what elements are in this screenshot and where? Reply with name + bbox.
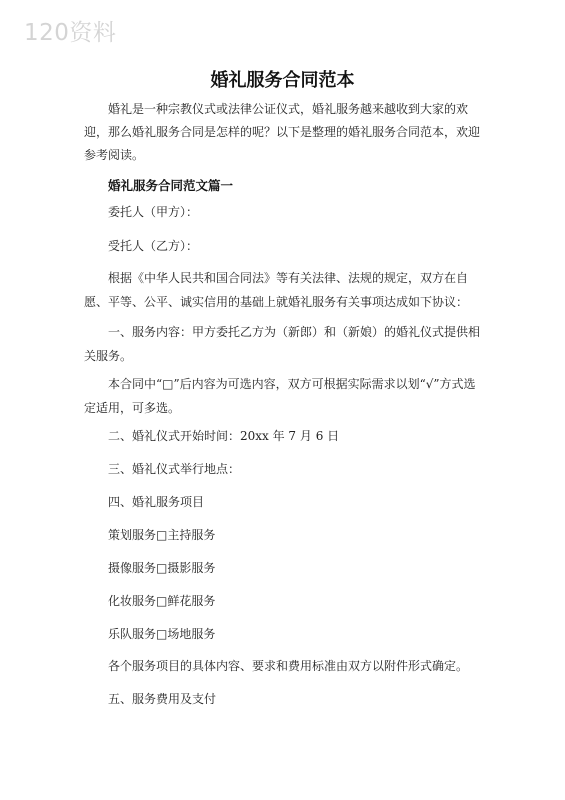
service-option-line: 化妆服务□鲜花服务 <box>108 594 216 608</box>
intro-paragraph: 婚礼是一种宗教仪式或法律公证仪式，婚礼服务越来越收到大家的欢迎，那么婚礼服务合同是怎样的呢？以下是整理的婚礼服务合同范本，欢迎参考阅读。 <box>84 102 481 162</box>
paragraph-contractor: 受托人（乙方）： <box>108 239 199 253</box>
section-heading: 婚礼服务合同范文篇一 <box>108 178 234 193</box>
paragraph-optional-note: 本合同中“□”后内容为可选内容，双方可根据实际需求以划“√”方式选定适用，可多选。 <box>84 377 476 415</box>
service-option-line: 摄像服务□摄影服务 <box>108 561 216 575</box>
paragraph-legal-basis: 根据《中华人民共和国合同法》等有关法律、法规的规定，双方在自愿、平等、公平、诚实信用的基础上就婚礼服务有关事项达成如下协议： <box>84 271 469 309</box>
paragraph-location: 三、婚礼仪式举行地点： <box>108 462 241 476</box>
paragraph-fees-payment: 五、服务费用及支付 <box>108 692 217 706</box>
paragraph-client: 委托人（甲方）： <box>108 205 199 219</box>
service-option-line: 策划服务□主持服务 <box>108 528 216 542</box>
watermark: 120资料 <box>24 20 117 46</box>
paragraph-start-time: 二、婚礼仪式开始时间：20xx 年 7 月 6 日 <box>108 429 340 443</box>
document-title: 婚礼服务合同范本 <box>210 70 355 91</box>
paragraph-service-items: 四、婚礼服务项目 <box>108 495 205 509</box>
paragraph-service-details: 各个服务项目的具体内容、要求和费用标准由双方以附件形式确定。 <box>108 659 469 673</box>
service-option-line: 乐队服务□场地服务 <box>108 627 216 641</box>
paragraph-service-content: 一、服务内容：甲方委托乙方为（新郎）和（新娘）的婚礼仪式提供相关服务。 <box>84 325 481 363</box>
